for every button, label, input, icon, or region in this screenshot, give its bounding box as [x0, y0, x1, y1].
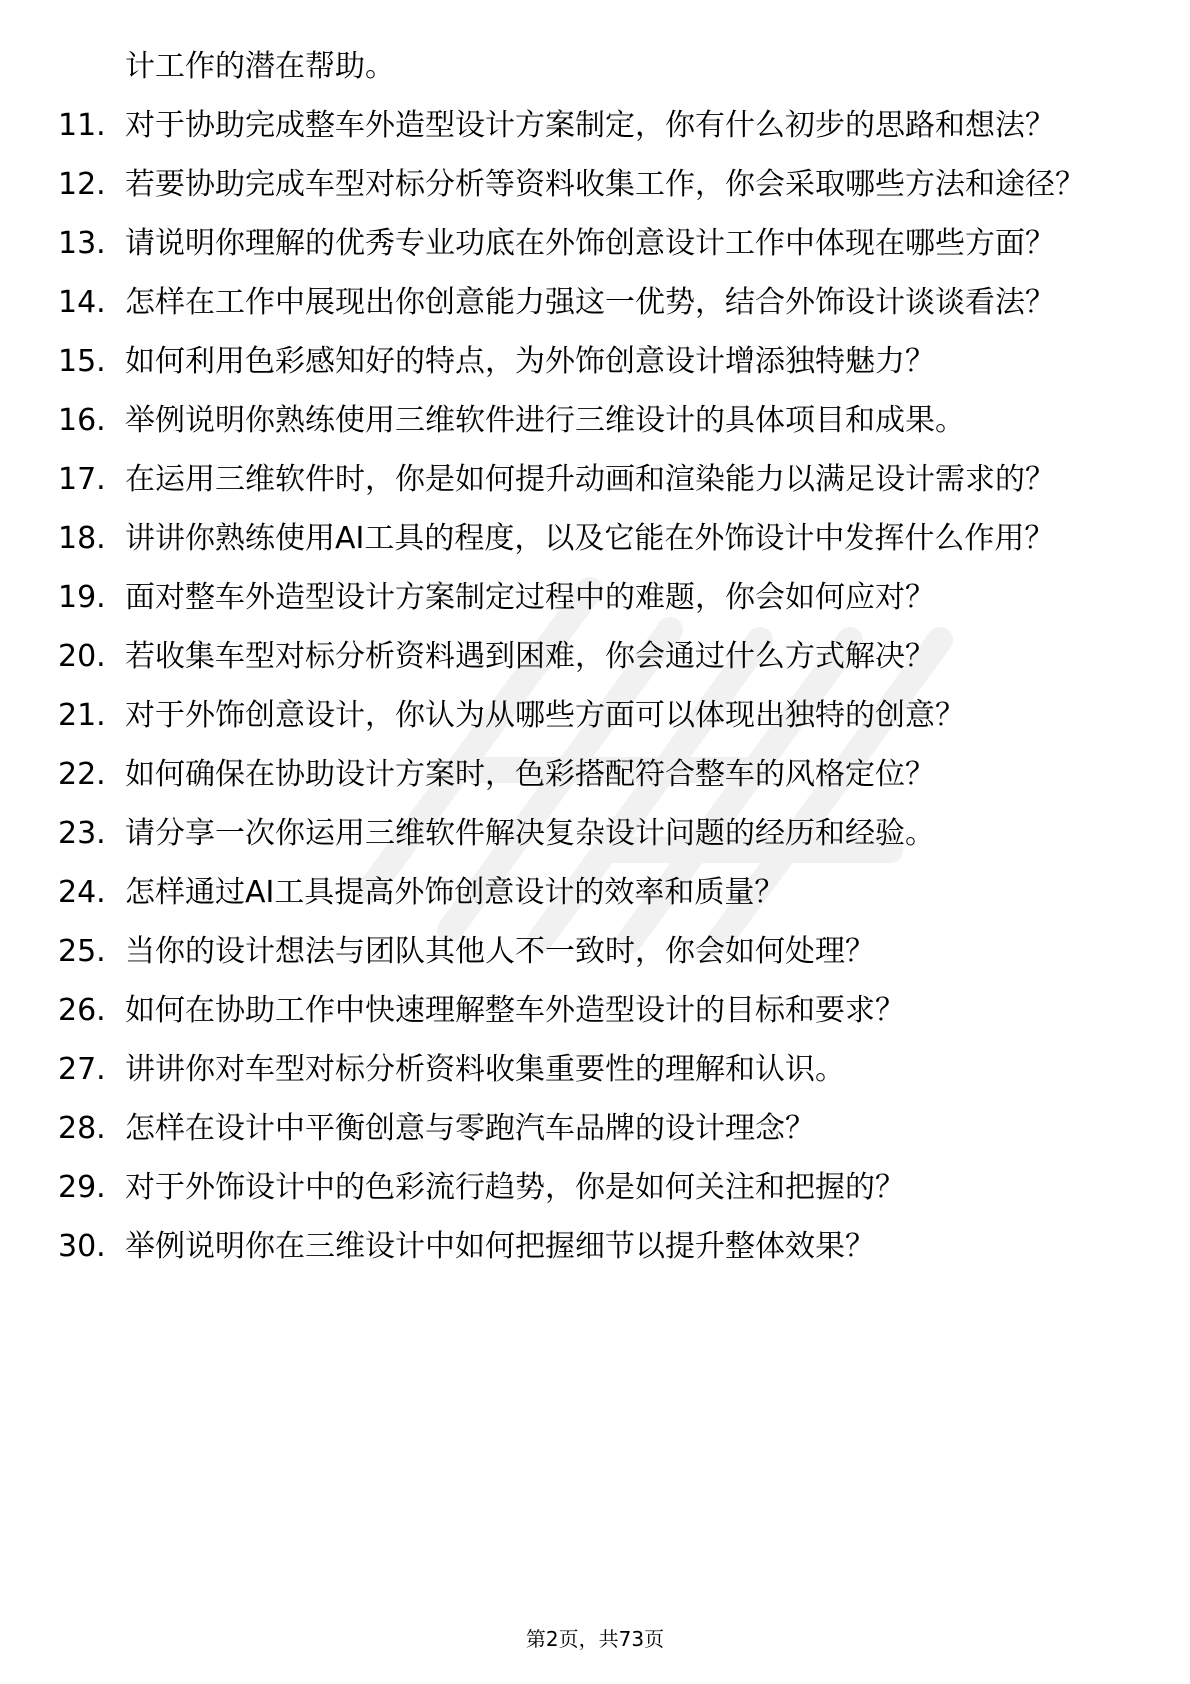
page-number-label: 第2页，共73页 [525, 1627, 665, 1651]
question-text: 对于外饰创意设计，你认为从哪些方面可以体现出独特的创意？ [125, 698, 965, 733]
question-number: 29. [58, 1170, 106, 1205]
question-text: 请说明你理解的优秀专业功底在外饰创意设计工作中体现在哪些方面？ [125, 226, 1055, 261]
question-page-content [58, 46, 1108, 1285]
question-list [58, 105, 1108, 1267]
question-text: 当你的设计想法与团队其他人不一致时，你会如何处理？ [125, 934, 875, 969]
question-text: 怎样在工作中展现出你创意能力强这一优势，结合外饰设计谈谈看法？ [125, 285, 1055, 320]
question-number: 17. [58, 462, 106, 497]
question-item [58, 1108, 1108, 1149]
question-text: 怎样通过AI工具提高外饰创意设计的效率和质量？ [125, 875, 785, 910]
question-number: 19. [58, 580, 106, 615]
question-item [58, 990, 1108, 1031]
question-item [58, 813, 1108, 854]
question-number: 15. [58, 344, 106, 379]
question-item [58, 282, 1108, 323]
question-item [58, 872, 1108, 913]
question-number: 12. [58, 167, 106, 202]
question-number: 11. [58, 108, 106, 143]
question-text: 请分享一次你运用三维软件解决复杂设计问题的经历和经验。 [125, 816, 935, 851]
continuation-text: 计工作的潜在帮助。 [125, 49, 395, 84]
question-number: 24. [58, 875, 106, 910]
question-item [58, 223, 1108, 264]
question-number: 16. [58, 403, 106, 438]
question-item [58, 636, 1108, 677]
question-number: 21. [58, 698, 106, 733]
question-text: 对于外饰设计中的色彩流行趋势，你是如何关注和把握的？ [125, 1170, 905, 1205]
question-number: 27. [58, 1052, 106, 1087]
question-item [58, 518, 1108, 559]
question-text: 若要协助完成车型对标分析等资料收集工作，你会采取哪些方法和途径？ [125, 167, 1085, 202]
question-text: 怎样在设计中平衡创意与零跑汽车品牌的设计理念？ [125, 1111, 815, 1146]
question-item [58, 1226, 1108, 1267]
question-text: 讲讲你熟练使用AI工具的程度，以及它能在外饰设计中发挥什么作用？ [125, 521, 1055, 556]
question-text: 面对整车外造型设计方案制定过程中的难题，你会如何应对？ [125, 580, 935, 615]
question-number: 28. [58, 1111, 106, 1146]
question-number: 13. [58, 226, 106, 261]
question-text: 讲讲你对车型对标分析资料收集重要性的理解和认识。 [125, 1052, 845, 1087]
question-number: 20. [58, 639, 106, 674]
question-number: 22. [58, 757, 106, 792]
question-number: 23. [58, 816, 106, 851]
question-item [58, 695, 1108, 736]
question-text: 若收集车型对标分析资料遇到困难，你会通过什么方式解决？ [125, 639, 935, 674]
question-text: 举例说明你在三维设计中如何把握细节以提升整体效果？ [125, 1229, 875, 1264]
page-footer [0, 1626, 1190, 1652]
question-number: 18. [58, 521, 106, 556]
question-text: 举例说明你熟练使用三维软件进行三维设计的具体项目和成果。 [125, 403, 965, 438]
question-number: 25. [58, 934, 106, 969]
question-item [58, 577, 1108, 618]
question-item [58, 341, 1108, 382]
question-item [58, 1167, 1108, 1208]
question-text: 在运用三维软件时，你是如何提升动画和渲染能力以满足设计需求的？ [125, 462, 1055, 497]
question-number: 14. [58, 285, 106, 320]
question-text: 对于协助完成整车外造型设计方案制定，你有什么初步的思路和想法？ [125, 108, 1055, 143]
question-text: 如何确保在协助设计方案时，色彩搭配符合整车的风格定位？ [125, 757, 935, 792]
question-item [58, 164, 1108, 205]
question-item [58, 400, 1108, 441]
question-text: 如何在协助工作中快速理解整车外造型设计的目标和要求？ [125, 993, 905, 1028]
question-text: 如何利用色彩感知好的特点，为外饰创意设计增添独特魅力？ [125, 344, 935, 379]
question-item [58, 931, 1108, 972]
question-number: 26. [58, 993, 106, 1028]
question-number: 30. [58, 1229, 106, 1264]
question-item [58, 105, 1108, 146]
question-item [58, 1049, 1108, 1090]
question-item [58, 459, 1108, 500]
question-item [58, 754, 1108, 795]
